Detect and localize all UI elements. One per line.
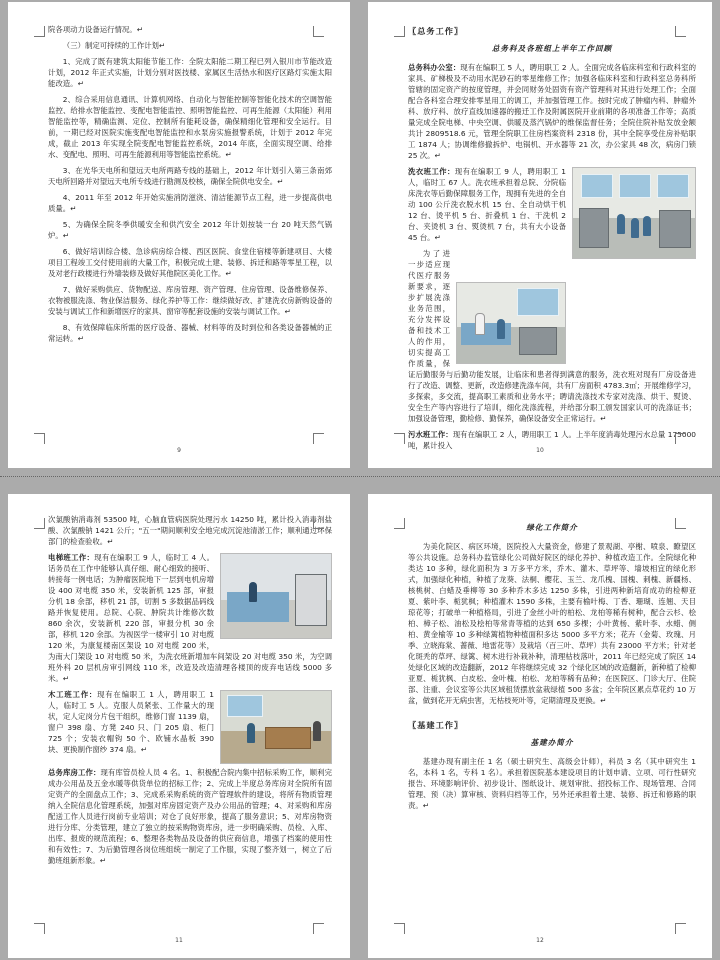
section-title: 总务科及各班组上半年工作回顾	[491, 44, 613, 53]
crop-mark	[675, 518, 686, 529]
paragraph-lead: 总务库房工作：	[48, 768, 101, 777]
crop-mark	[34, 26, 45, 37]
paragraph: 3、在光华天电所和望远天电所两路专线的基础上，2012 年计划引入第三条南郊天电所回路并对望远天电所专线进行勘测及校核，确保全院供电安全。↵	[48, 166, 332, 186]
document-page-9	[8, 2, 350, 468]
crop-mark	[34, 518, 45, 529]
paragraph: 院各项动力设备运行情况。↵	[48, 25, 143, 34]
crop-mark	[675, 26, 686, 37]
document-page-10	[368, 2, 712, 468]
paragraph-lead: 总务科办公室：	[408, 63, 461, 72]
paragraph: 为美化院区、病区环境，医院投入大量资金，修建了景观湖、亭榭、喷泉、瞭望区等公共设施。总务科办监管绿化公司做好院区的绿化养护、种植改造工作。全院绿化种类达 10 多种，绿化面积为 3 万多平方米，乔木、灌木、草坪等、墙坡相宜的绿化形式，加强绿化种植，种植了龙葵、法桐、樱花、玉兰、龙爪槐、国槐、刺槐、新疆杨、核桃树、白蜡及垂柳等 30 多种乔木多达 1250 多株，引进两种新培育成功的检柳亚夏、紫叶李、栀犹枫；种植灌木 1590 多株，主要有榆叶梅、丁香、珊瑚、连翘、天目琼花等；打破单一种植格局，引进了金丝小叶的柏松、龙柏等稀有树种，配合云杉、桧柏、樟子松、油松及桧柏等常青等植的达到 650 多棵；小叶黄杨、紫叶李、水蜡、侧柏、黄金榆等 10 多种绿篱植物种植面积多达 5000 多平方米；花卉（金菊、玫瑰、月季、立晓海棠、蔷薇、地雷花等）及栽培（百三叶、草坪）共有 23000 平方米；针对老化斑秃的草坪、绿篱、树木进行补栽补种，清理枯枝落叶，2011 年已经完成了院区 14 处绿化区域的改造翻新，2012 年将继续完成 32 个绿化区域的改造翻新，新种植了检柳亚夏、栀犹枫、白皮松、金叶槐、柏松、龙柏等稀有品种；在医院区、门诊大厅、住院部、注重、会议室等公共区域租赁摆放盆栽绿植 500 多盆；全年院区累点草花约 10 万盆，做到花开无病虫害，无枯枝死叶等，定期清理及更换。↵	[408, 542, 696, 705]
page-number: 11	[175, 937, 183, 944]
crop-mark	[34, 923, 45, 934]
laundry-room-photo	[572, 167, 696, 259]
crop-mark	[34, 433, 45, 444]
paragraph: 次氯酸钠消毒剂 53500 吨，心脑血管病医院处理污水 14250 吨，累计投入消毒剂盐酸、次氯酸钠 1421 公斤；"五一"期间顺利安全地完成沉淀池清淤工作；顺利通过环保部门的检查验收。↵	[48, 515, 332, 546]
paragraph-body: 现有在编职工 5 人，聘用职工 2 人。全面完成各临床科室和行政科室的家具、矿梯极及不动用水泥砂石的零星维修工作；加强各临床科室和行政科室总务科所管辖的固定资产的按度管理，并会同财务处固资有资产管理科对其进行处理工作；全面配合各科室合理安排零星用工的调工，并加强管理工作。按时完成了肿瘤内科、肿瘤外科、放疗科、放疗直线加速器的搬迁工作及附属医院开业前期的各项准备工作等；高质量完成全院电梯、中央空调、供暖及蒸汽锅炉的维保监督任务；全院住院补贴发放金额共计 2809518.6 元，管理全院职工住房档案资料 2318 份，其中全院享受住房补贴职工 1874 人；协调维修撤拆炉、电锅机、开水器等 21 次，办公家具 48 次，病房门锁 25 次。↵	[408, 63, 696, 160]
section-title: 绿化工作简介	[526, 523, 578, 532]
section-heading: （三）制定可持续的工作计划↵	[62, 41, 166, 50]
paragraph: 为了进一步适应现代医疗服务新要求，逐步扩展洗涤业务范围，充分发挥设备和技术工人的作用，切实提高工作质量，保证后勤服务与后勤功能发展，让临床和患者得到满意的服务，洗衣班对现有厂房设备进行了改造、调整、更新，改造修建洗涤车间，共有厂房面积 4783.3㎡；开展维修学习，多探索，多交流，提高职工素质和业务水平；聘请洗涤技术专家对洗涤、烘干、熨烫、安全生产等内容进行了培训，细化洗涤流程，并给部分职工颁发国家认可的洗涤证书；加强设备管理，勤检修、勤保养，确保设备安全正常运行。↵	[408, 249, 696, 423]
crop-mark	[394, 433, 405, 444]
paragraph: 1、完成了既有建筑太阳能节能工作：全院太阳能二期工程已列入银川市节能改造计划，2012 年正式实施，计划分别对医技楼、家属区生活热水和医疗区路灯实施太阳能改造。↵	[48, 57, 332, 88]
paragraph-lead: 污水班工作：	[408, 430, 453, 439]
crop-mark	[394, 26, 405, 37]
paragraph: 2、综合采用信息通讯、计算机网络、自动化与智能控制等智能化技术的空调智能监控、给排水智能监控、变配电智能监控、照明智能监控、可再生能源（太阳能）利用智能监控等，精确监测、定位、控制所有能耗设备，确保精细化管理和安全运行。目前，一期已经对医院实施变配电智能监控和水泵房实施报警系统，计划于 2012 年完成，截止 2013 年实现全院变配电智能监控系统，2014 年底，全面实现空调、给排水、变配电、照明、可再生能源利用等智能监控系统。↵	[48, 95, 332, 159]
crop-mark	[394, 923, 405, 934]
crop-mark	[313, 923, 324, 934]
page-number: 12	[536, 937, 544, 944]
paragraph: 5、为确保全院冬季供暖安全和供汽安全 2012 年计划按装一台 20 吨天然气锅炉。↵	[48, 220, 332, 240]
carpentry-workshop-photo	[220, 690, 332, 764]
crop-mark	[675, 433, 686, 444]
paragraph-body: 现有在编职工 9 人，临时工 4 人。话务员在工作中能够认真仔细、耐心细致的接听、转接每一例电话；为肿瘤医院地下一层到电机房增设 400 对电缆 350 米，安装新机 125 部，审报分机 18 余部，移机 21 部，切割 5 多数据品码线路并恢复使用。总院、心院、肿院共计维修次数 860 余次，安装新机 220 部，审报分机 30 余部，移机 120 余部。为视医学一楼审引 10 对电缆 120 米，为康复楼南区架设 10 对电缆 200 米，为南大门架设 10 对电缆 50 米，为洗衣班新增加车间架设 20 对电缆 350 米，为空调班外科 20 层机房审引网线 110 米，改造及改造清理各楼顶的废弃电话线 5000 多米。↵	[48, 553, 332, 683]
paragraph-lead: 电梯班工作：	[48, 553, 95, 562]
paragraph-body: 现有在编职工 1 人，聘用职工 1 人，临时工 5 人。克服人员紧张、工作量大的现状，定人定岗分片包干组织，维修门窗 1139 扇，窗户 398 扇、方凳 240 只、门 205 扇、柜门 725 个；安装衣帽钩 50 个、欧铺水晶板 390 块、更换制作窗纱 374 扇。↵	[48, 690, 214, 754]
paragraph-lead: 木工班工作：	[48, 690, 98, 699]
paragraph-body: 现有在编职工 9 人，聘用职工 1 人，临时工 67 人。洗衣班承担着总院、分院临床洗衣等后勤保障服务工作，现拥有先进的全自动 100 公斤洗衣脱水机 15 台、全自动烘干机 12 台、烫平机 5 台、折叠机 1 台、干洗机 2 台、夹烫机 3 台、熨烫机 7 台，共有大小设备 45 台。↵	[408, 167, 566, 242]
paragraph: 6、做好培训综合楼、急诊病房综合楼、西区医院、食堂住宿楼等新建项目、大楼项目工程竣工交付使用前的大量工作，积极完成土建、装修、拆迁和路等零星工程，以及对老行政楼进行外墙装修及做好其他院区美化工作。↵	[48, 247, 332, 278]
paragraph-body: 现有库管员检人员 4 名。1、积极配合院内集中招标采购工作，顺利完成办公用品及五金水暖等供货单位的招标工作；2、完成上半度总务库房对全院所有固定资产的全面盘点工作；3、完成系采购系统的资产管理软件的建设，将所有物质管理纳入全院信息化管理系统，加强对库房固定资产及办公用品的管理；4、对采购和库房配送工作人员进行岗前专业培训；对仓了良好形象，提高了服务意识；5、对库房物资进行分库、分类管理，建立了独立的按采购物资库房，进一步明确采购、员检、入库、出库、报废的规范流程；6、整理各类物品及设备的供应商信息，增强了档案的使用性和有效性；7、为后勤管理各岗位班组统一制定了工作服，实现了整齐划一，树立了后勤班组新形象。↵	[48, 768, 332, 865]
crop-mark	[313, 26, 324, 37]
paragraph	[408, 62, 696, 161]
crop-mark	[675, 923, 686, 934]
paragraph-body: 现有在编职工 2 人，聘用职工 1 人。上半年度消毒处理污水总量 175000 吨，累计投入	[408, 430, 696, 450]
paragraph: 7、做好采购供应、货物配送、库房管理、资产管理、住房管理、设备维修保养、衣物被服洗涤、物业保洁服务、绿化养护等工作：继续做好改、扩建洗衣房新购设备的安装与调试工作和新增医疗的家具、窗帘等配套设施的安装与调试工作。↵	[48, 285, 332, 316]
page-row-separator	[0, 476, 720, 477]
section-heading: 〖基建工作〗	[408, 720, 464, 730]
telephone-room-photo	[220, 553, 332, 639]
page-number: 9	[177, 447, 181, 454]
paragraph: 4、2011 年至 2012 年开始实施消防滋浇、清洁能源节点工程，进一步提高供电质量。↵	[48, 193, 332, 213]
crop-mark	[313, 433, 324, 444]
document-page-11	[8, 494, 350, 958]
document-page-12	[368, 494, 712, 958]
page-number: 10	[536, 447, 544, 454]
ironing-room-photo	[456, 282, 566, 364]
paragraph: 基建办现有副主任 1 名（硕士研究生、高级会计师），科员 3 名（其中研究生 1 名，本科 1 名，专科 1 名）。承担着医院基本建设项目的计划申请、立项、可行性研究报告、环境影响评价、初步设计、图纸设计、规划审批、招投标工作、现场管理、合同管理、预（决）算审核、资料归档等工作，另外还承担着土建、装修、拆迁和修路的职责。↵	[408, 757, 696, 810]
section-title: 基建办简介	[530, 738, 574, 747]
section-heading: 〖总务工作〗	[408, 26, 464, 36]
paragraph-lead: 洗衣班工作：	[408, 167, 455, 176]
paragraph: 8、有效保障临床所需的医疗设备、器械、材料等的及时到位和各类设备器械的正常运转。↵	[48, 323, 332, 343]
paragraph	[48, 767, 332, 866]
crop-mark	[313, 518, 324, 529]
crop-mark	[394, 518, 405, 529]
